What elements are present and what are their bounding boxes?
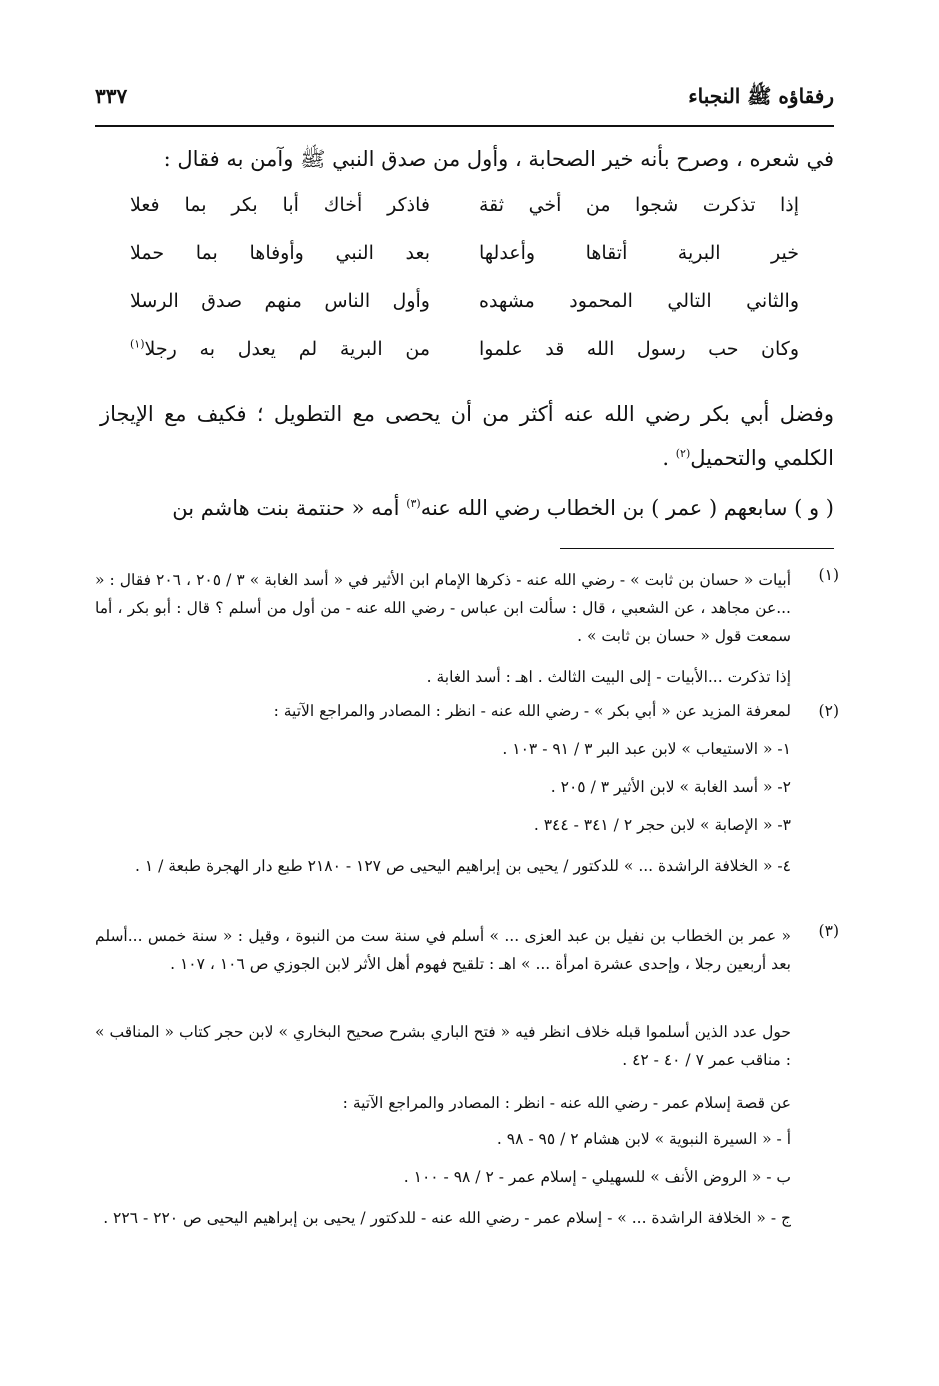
verse-first-hemistich: وكان حب رسول الله قد علموا [479, 338, 799, 360]
footnote-number: (١) [818, 566, 839, 584]
footnote-number: (٢) [818, 702, 839, 720]
paragraph-abu-bakr [100, 392, 834, 480]
source-item: ج - « الخلافة الراشدة ... » - إسلام عمر - رضي الله عنه - للدكتور / يحيى بن إبراهيم اليحيى ص ٢٢٠ - ٢٢٦ . [103, 1209, 791, 1227]
verse-second-hemistich: بعد النبي وأوفاها بما حملا [130, 242, 430, 264]
footnote-2 [95, 702, 839, 912]
footnote-text: إذا تذكرت ...الأبيات - إلى البيت الثالث . اهـ : أسد الغابة . [426, 668, 791, 686]
paragraph-text: ( و ) سابعهم ( عمر ) بن الخطاب رضي الله عنه [420, 496, 834, 520]
source-item: ٤- « الخلافة الراشدة ... » للدكتور / يحيى بن إبراهيم اليحيى ص ١٢٧ - ٢١٨٠ طبع دار الهجرة طبعة / ١ . [135, 857, 791, 875]
footnote-text: حول عدد الذين أسلموا قبله خلاف انظر فيه « فتح الباري بشرح صحيح البخاري » لابن حجر كتاب « المناقب » : مناقب عمر ٧ / ٤٠ - ٤٢ . [95, 1023, 791, 1069]
paragraph-umar [100, 496, 834, 520]
verse-row [130, 242, 799, 276]
paragraph-text-cont: أمه « حنتمة بنت هاشم بن [172, 496, 407, 520]
footnote-ref: (٣) [406, 497, 421, 510]
footnote-ref: (٢) [675, 447, 691, 460]
footnote-text: أبيات « حسان بن ثابت » - رضي الله عنه - ذكرها الإمام ابن الأثير في « أسد الغابة » ٣ / ٢٠٥ ، ٢٠٦ فقال : « ...عن مجاهد ، عن الشعبي ، قال : سألت ابن عباس - رضي الله عنه - من أول من أسلم ؟ قال : أبو بكر ، أما سمعت قول « حسان بن ثابت » . [95, 571, 792, 645]
source-item: ٣- « الإصابة » لابن حجر ٢ / ٣٤١ - ٣٤٤ . [533, 816, 791, 834]
verse-row [130, 194, 799, 228]
intro-line: في شعره ، وصرح بأنه خير الصحابة ، وأول من صدق النبي ﷺ وآمن به فقال : [163, 147, 834, 171]
header-rule [95, 125, 834, 127]
verse-row [130, 290, 799, 324]
verse-second-hemistich: وأول الناس منهم صدق الرسلا [130, 290, 430, 312]
page-number: ٣٣٧ [95, 84, 128, 108]
verse-first-hemistich: والثاني التالي المحمود مشهده [479, 290, 799, 312]
verse-first-hemistich: إذا تذكرت شجوا من أخي ثقة [479, 194, 799, 216]
footnote-separator [560, 548, 834, 549]
verse-text: من البرية لم يعدل به رجلا [144, 338, 430, 360]
footnote-text: لمعرفة المزيد عن « أبي بكر » - رضي الله عنه - انظر : المصادر والمراجع الآتية : [273, 702, 791, 720]
source-item: ١- « الاستيعاب » لابن عبد البر ٣ / ٩١ - ١٠٣ . [502, 740, 791, 758]
source-item: أ - « السيرة النبوية » لابن هشام ٢ / ٩٥ - ٩٨ . [496, 1130, 791, 1148]
verse-second-hemistich: فاذكر أخاك أبا بكر بما فعلا [130, 194, 430, 216]
footnote-text: « عمر بن الخطاب بن نفيل بن عبد العزى ... » أسلم في سنة ست من النبوة ، وقيل : « سنة خمس ...أسلم بعد أربعين رجلا ، وإحدى عشرة امرأة ... » اهـ : تلقيح فهوم أهل الأثر لابن الجوزي ص ١٠٦ ، ١٠٧ . [95, 927, 791, 973]
verse-row [130, 338, 799, 372]
footnote-text: عن قصة إسلام عمر - رضي الله عنه - انظر : المصادر والمراجع الآتية : [342, 1094, 791, 1112]
verse-first-hemistich: خير البرية أتقاها وأعدلها [479, 242, 799, 264]
paragraph-end: . [662, 446, 676, 470]
footnote-1 [95, 566, 839, 686]
paragraph-text: وفضل أبي بكر رضي الله عنه أكثر من أن يحصى مع التطويل ؛ فكيف مع الإيجاز الكلمي والتحميل [100, 402, 834, 470]
source-item: ٢- « أسد الغابة » لابن الأثير ٣ / ٢٠٥ . [550, 778, 791, 796]
footnote-3 [95, 922, 839, 1272]
footnote-ref: (١) [130, 337, 145, 351]
source-item: ب - « الروض الأنف » للسهيلي - إسلام عمر - ٢ / ٩٨ - ١٠٠ . [403, 1168, 791, 1186]
running-header [95, 84, 834, 120]
footnote-number: (٣) [818, 922, 839, 940]
header-title: رفقاؤه ﷺ النجباء [688, 84, 834, 108]
verse-second-hemistich [130, 338, 430, 360]
